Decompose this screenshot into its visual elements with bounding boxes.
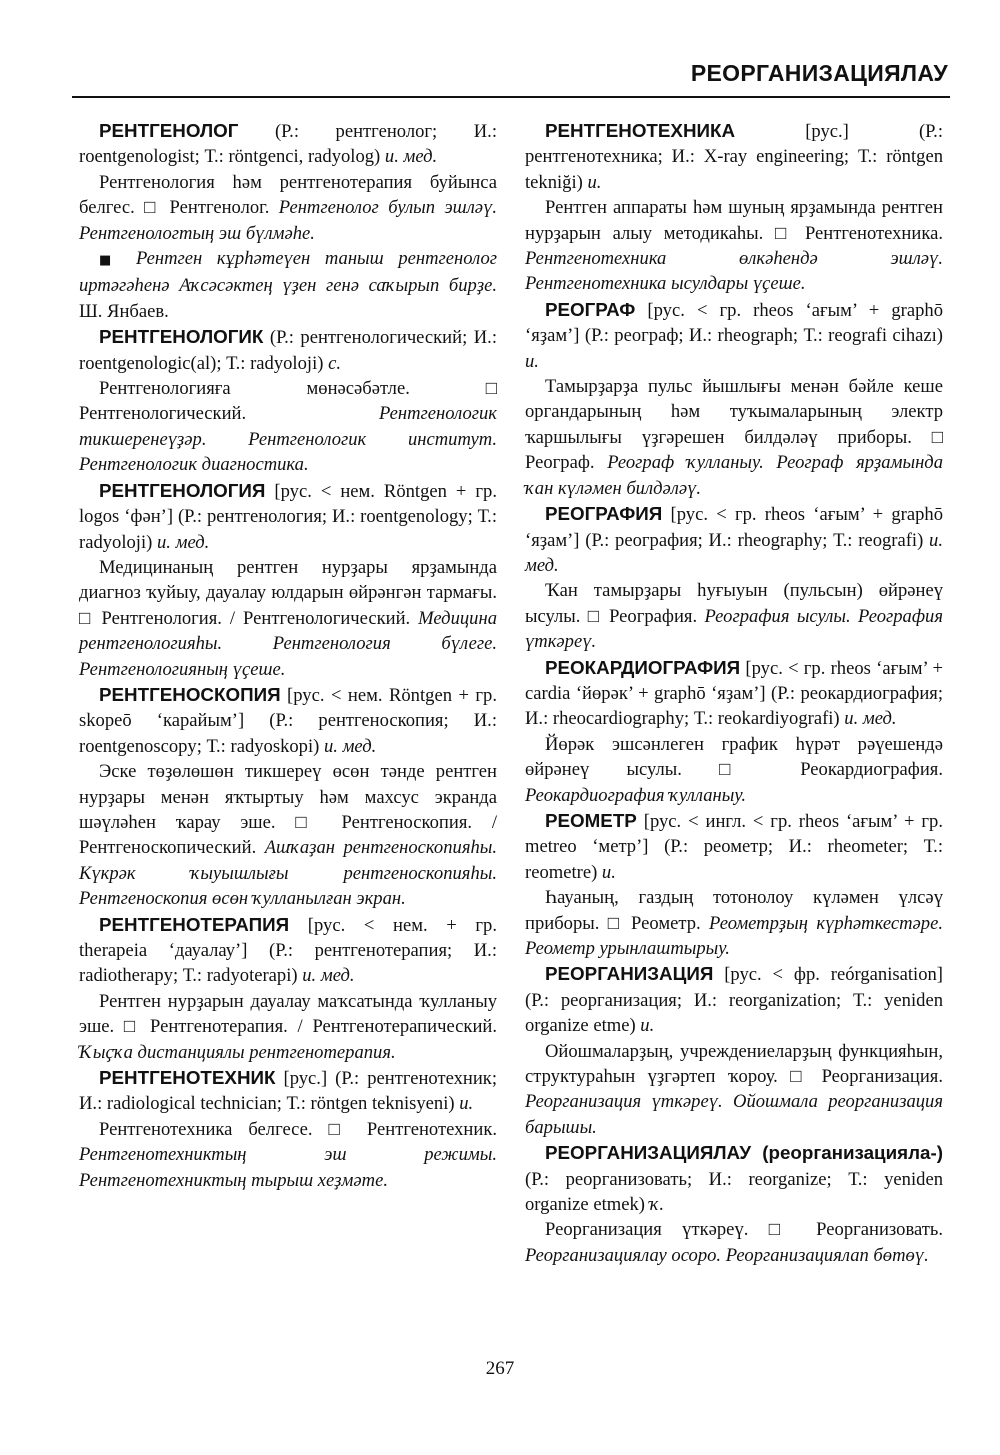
running-head: РЕОРГАНИЗАЦИЯЛАУ [690, 60, 948, 86]
etymology: [рус. < нем. Röntgen + гр. skopeō ‘карайым’] (Р.: рентгеноскопия; И.: roentgenoscopy; Т.: radyoskopi) [79, 684, 497, 757]
etymology: [рус. < нем. + гр. therapeia ‘дауалау’] (Р.: рентгенотерапия; И.: radiotherapy; Т.: radyoterapi) [79, 914, 497, 987]
headword: РЕОГРАФ [545, 298, 636, 320]
entry [525, 808, 943, 961]
usage-examples: Ҡыҫҡа дистанциялы рентгенотерапия. [79, 1041, 396, 1063]
headword: РЕОГРАФИЯ [545, 503, 663, 525]
headword: РЕОРГАНИЗАЦИЯ [545, 963, 714, 985]
part-of-speech: с. [328, 352, 341, 374]
definition: Реорганизация үткәреү. □ Реорганизовать. [545, 1219, 943, 1241]
part-of-speech: ҡ. [649, 1194, 665, 1216]
headword: РЕНТГЕНОЛОГИК [99, 326, 264, 348]
entry [79, 324, 497, 477]
left-column [79, 118, 497, 1193]
entry [79, 682, 497, 912]
quote-bullet-icon: ■ [99, 253, 122, 269]
header-rule [72, 96, 950, 98]
usage-examples: Рентгенотехниктың эш режимы. Рентгенотехниктың тырыш хеҙмәте. [79, 1144, 497, 1191]
definition: Ҡан тамырҙары һуғыуын (пульсын) өйрәнеү ысулы. □ Реография. [525, 580, 943, 627]
etymology: [рус. < ингл. < гр. rheos ‘ағым’ + гр. metreo ‘метр’] (Р.: реометр; И.: rheometer; Т.: reometre) [525, 810, 943, 883]
part-of-speech: и. [587, 171, 602, 193]
headword: РЕНТГЕНОЛОГИЯ [99, 479, 266, 501]
part-of-speech: и. [459, 1093, 474, 1115]
usage-examples: Реография ысулы. Реография үткәреү. [525, 605, 943, 653]
entry [525, 118, 943, 297]
headword: РЕОРГАНИЗАЦИЯЛАУ (реорганизацияла-) [545, 1142, 943, 1164]
usage-examples: Рентгенологик тикшеренеүҙәр. Рентгенологик институт. Рентгенологик диагностика. [79, 403, 497, 476]
entry [525, 655, 943, 808]
entry [79, 118, 497, 324]
right-column [525, 118, 943, 1268]
part-of-speech: и. мед. [156, 531, 210, 553]
usage-examples: Реограф ҡулланыу. Реограф ярҙамында ҡан күләмен билдәләү. [525, 452, 943, 499]
part-of-speech: и. мед. [302, 965, 355, 987]
etymology: [рус.] (Р.: рентгенотехника; И.: X-ray engineering; Т.: röntgen tekniği) [525, 121, 943, 193]
part-of-speech: и. мед. [384, 146, 438, 168]
etymology: [рус. < гр. rheos ‘ағым’ + graphō ‘яҙам’] (Р.: реограф; И.: rheograph; Т.: reografi cihazı) [525, 299, 943, 347]
entry [79, 1065, 497, 1193]
entry [79, 912, 497, 1065]
entry [525, 1140, 943, 1268]
etymology: [рус. < нем. Röntgen + гр. logos ‘фән’] (Р.: рентгенология; И.: roentgenology; Т.: radyoloji) [79, 480, 497, 553]
usage-examples: Рентгенотехника өлкәһендә эшләү. Рентгенотехника ысулдары үҫеше. [525, 248, 943, 295]
headword: РЕОМЕТР [545, 809, 637, 831]
usage-examples: Реорганизациялау осоро. Реорганизациялап бөтөү. [525, 1244, 929, 1266]
etymology: [рус. < гр. rheos ‘ағым’ + graphō ‘яҙам’] (Р.: реография; И.: rheography; Т.: reografi) [525, 504, 943, 551]
headword: РЕНТГЕНОТЕХНИКА [545, 120, 736, 141]
definition: Эске төҙөлөшөн тикшереү өсөн тәнде рентген нурҙары менән яҡтыртыу һәм махсус экранда шәүләһен ҡарау эше. □ Рентгеноскопия. / Рентгеноскопический. [79, 761, 497, 859]
part-of-speech: и. [601, 861, 616, 883]
part-of-speech: и. мед. [323, 735, 377, 757]
definition: Тамырҙарҙа пульс йышлығы менән бәйле кеше органдарының һәм туҡымаларының электр ҡаршылығы үҙгәрешен билдәләү приборы. □ Реограф. [525, 376, 943, 474]
entry [525, 501, 943, 654]
entry [79, 478, 497, 682]
headword: РЕНТГЕНОТЕРАПИЯ [99, 913, 290, 935]
entry [525, 961, 943, 1140]
part-of-speech: и. [640, 1015, 655, 1037]
etymology: (Р.: рентгенологический; И.: roentgenologic(al); Т.: radyoloji) [79, 327, 497, 374]
literary-quote: Рентген кұрһәтеүен таныш рентгенолог иртәгәһенә Аҡсәсәктең үҙен генә саҡырып бирҙе. [79, 248, 497, 297]
usage-examples: Реорганизация үткәреү. Ойошмала реорганизация барышы. [525, 1091, 943, 1138]
headword: РЕНТГЕНОСКОПИЯ [99, 683, 281, 705]
etymology: [рус. < фр. reórganisation] (Р.: реорганизация; И.: reorganization; Т.: yeniden organize etme) [525, 964, 943, 1037]
part-of-speech: и. [525, 350, 539, 372]
definition: Йөрәк эшсәнлеген график һүрәт рәүешендә өйрәнеү ысулы. □ Реокардиография. [525, 733, 943, 781]
usage-examples: Рентгенолог булып эшләү. Рентгенологтың эш бүлмәһе. [79, 197, 498, 244]
usage-examples: Ашҡаҙан рентгеноскопияһы. Күкрәк ҡыуышлығы рентгеноскопияһы. Рентгеноскопия өсөн ҡулланылған экран. [79, 837, 497, 910]
part-of-speech: и. мед. [525, 529, 943, 576]
definition: Һауаның, газдың тотонолоу күләмен үлсәү приборы. □ Реометр. [525, 887, 943, 934]
headword: РЕНТГЕНОЛОГ [99, 120, 239, 141]
part-of-speech: и. мед. [844, 708, 897, 730]
definition: Рентген нурҙарын дауалау маҡсатында ҡулланыу эше. □ Рентгенотерапия. / Рентгенотерапический. [79, 990, 497, 1038]
quote-author: Ш. Янбаев. [79, 300, 169, 322]
etymology: [рус. < гр. rheos ‘ағым’ + cardia ‘йөрәк’ + graphō ‘яҙам’] (Р.: реокардиография; И.: rheocardiography; Т.: reokardiyografi) [525, 657, 943, 730]
definition: Ойошмаларҙың, учреждениеларҙың функцияһын, структураһын үҙгәртеп ҡороу. □ Реорганизация. [525, 1040, 943, 1088]
usage-examples: Реометрҙың күрһәткестәре. Реометр урынлаштырыу. [525, 912, 943, 959]
definition: Рентгенологияға мөнәсәбәтле. □ Рентгенологический. [79, 378, 497, 425]
usage-examples: Реокардиография ҡулланыу. [525, 784, 747, 806]
etymology: (Р.: реорганизовать; И.: reorganize; Т.: yeniden organize etmek) [525, 1168, 943, 1216]
definition: Медицинаның рентген нурҙары ярҙамында диагноз ҡуйыу, дауалау юлдарын өйрәнгән тармағы. □ Рентгенология. / Рентгенологический. [79, 556, 497, 629]
headword: РЕНТГЕНОТЕХНИК [99, 1067, 276, 1089]
definition: Рентгенотехника белгесе. □ Рентгенотехник. [99, 1118, 497, 1140]
entry [525, 297, 943, 501]
usage-examples: Медицина рентгенологияһы. Рентгенология бүлеге. Рентгенологияның үҫеше. [79, 607, 497, 680]
definition: Рентген аппараты һәм шуның ярҙамында рентген нурҙарын алыу методикаһы. □ Рентгенотехника. [525, 197, 943, 244]
definition: Рентгенология һәм рентгенотерапия буйынса белгес. □ Рентгенолог. [79, 171, 497, 219]
page-number: 267 [485, 1358, 515, 1379]
etymology: (Р.: рентгенолог; И.: roentgenologist; Т.: röntgenci, radyolog) [79, 121, 497, 168]
headword: РЕОКАРДИОГРАФИЯ [545, 656, 741, 678]
etymology: [рус.] (Р.: рентгенотехник; И.: radiological technician; Т.: röntgen teknisyeni) [79, 1068, 497, 1115]
